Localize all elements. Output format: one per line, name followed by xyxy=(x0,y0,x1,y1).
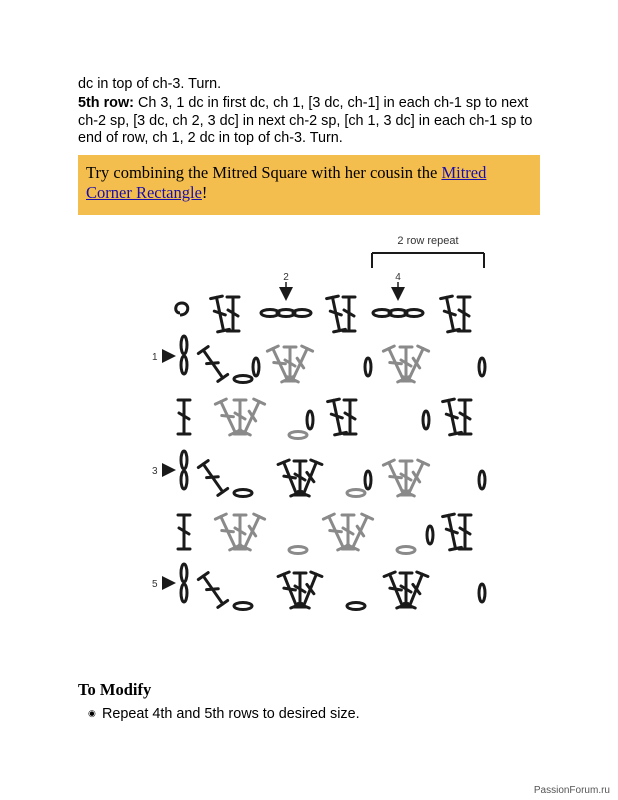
repeat-label: 2 row repeat xyxy=(397,235,459,247)
top-marker-row-4 xyxy=(391,272,405,301)
pattern-row-5 xyxy=(78,95,548,148)
chart-row-5 xyxy=(181,564,485,610)
top-marker-row-2 xyxy=(279,272,293,301)
side-marker-row-3 xyxy=(152,463,176,477)
to-modify-heading: To Modify xyxy=(78,680,152,699)
marker-number: 5 xyxy=(152,579,158,590)
row-5-label: 5th row: xyxy=(78,95,134,111)
chart-row-3 xyxy=(181,451,485,497)
crochet-chart xyxy=(140,225,510,620)
pattern-line-1: dc in top of ch-3. Turn. xyxy=(78,76,222,92)
chart-row-4b xyxy=(178,514,471,553)
chart-row-2 xyxy=(176,296,470,332)
watermark: PassionForum.ru xyxy=(533,785,610,796)
marker-number: 4 xyxy=(395,272,401,283)
chart-row-1 xyxy=(181,336,485,383)
side-marker-row-5 xyxy=(152,576,176,590)
marker-number: 1 xyxy=(152,352,158,363)
callout-box xyxy=(78,155,540,215)
bullet-text: Repeat 4th and 5th rows to desired size. xyxy=(102,706,360,722)
mitred-rectangle-link[interactable]: Mitred Corner Rectangle xyxy=(86,163,487,202)
repeat-bracket xyxy=(372,253,484,268)
callout-text: Try combining the Mitred Square with her cousin the xyxy=(86,163,442,182)
marker-number: 3 xyxy=(152,466,158,477)
row-5-text: Ch 3, 1 dc in first dc, ch 1, [3 dc, ch-1] in each ch-1 sp to next ch-2 sp, [3 dc, ch 2, 3 dc] in next ch-2 sp, [ch 1, 3 dc] in each ch-1 sp to end of row, ch 1, 2 dc in top of ch-3. Turn. xyxy=(78,95,533,146)
marker-number: 2 xyxy=(283,272,289,283)
bullet-icon: ◉ xyxy=(88,708,96,718)
callout-exclaim: ! xyxy=(201,183,208,202)
list-item xyxy=(88,706,360,722)
side-marker-row-1 xyxy=(152,349,176,363)
chart-row-4 xyxy=(178,399,471,438)
